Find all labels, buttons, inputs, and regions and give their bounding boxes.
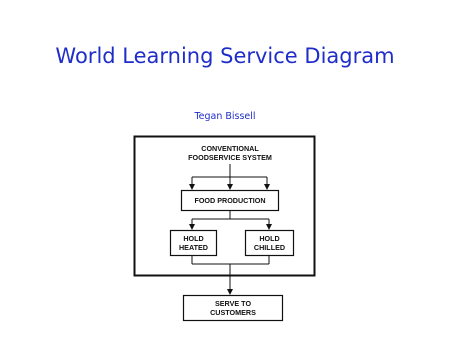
serve-line1: SERVE TO <box>214 299 252 308</box>
page-title: World Learning Service Diagram <box>55 44 395 68</box>
hold-chilled-line2: CHILLED <box>253 243 286 252</box>
hold-heated-line2: HEATED <box>178 243 209 252</box>
food-production-label: FOOD PRODUCTION <box>194 196 266 205</box>
hold-heated-line1: HOLD <box>183 234 204 243</box>
system-label-line1: CONVENTIONAL <box>201 144 259 153</box>
hold-chilled-line1: HOLD <box>259 234 280 243</box>
author-name: Tegan Bissell <box>194 111 256 122</box>
serve-line2: CUSTOMERS <box>210 308 256 317</box>
system-label-line2: FOODSERVICE SYSTEM <box>188 153 272 162</box>
